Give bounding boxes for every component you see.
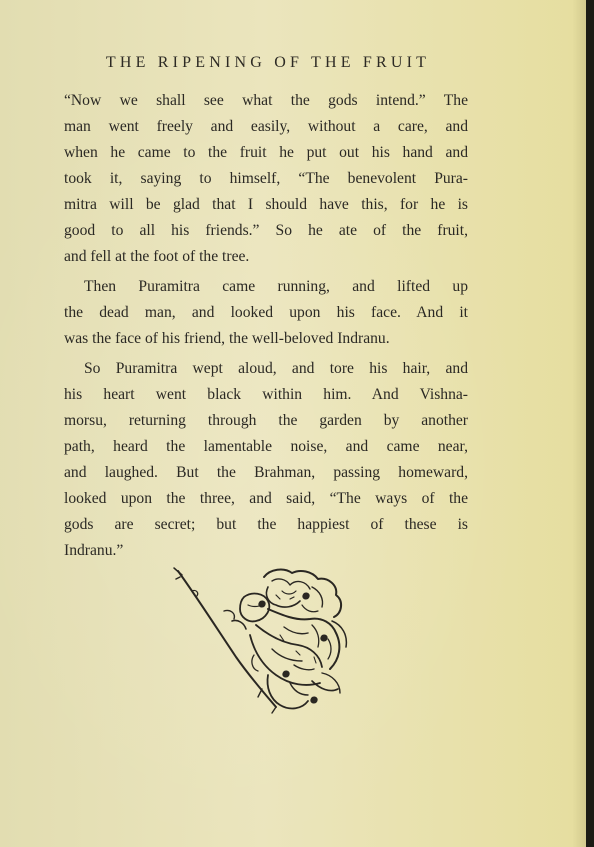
text-line: his heart went black within him. And Vishna-	[64, 386, 468, 403]
page-edge-shadow	[586, 0, 594, 847]
text-line: man went freely and easily, without a care, and	[64, 118, 468, 135]
text-line: Then Puramitra came running, and lifted up	[84, 278, 468, 295]
paragraph-3	[64, 356, 468, 564]
text-line: “Now we shall see what the gods intend.” The	[64, 92, 468, 109]
text-line: gods are secret; but the happiest of these is	[64, 516, 468, 533]
text-line: So Puramitra wept aloud, and tore his hair, and	[84, 360, 468, 377]
paragraph-2	[64, 274, 468, 352]
paragraph-1	[64, 88, 468, 270]
text-line: path, heard the lamentable noise, and came near,	[64, 438, 468, 455]
text-line: was the face of his friend, the well-beloved Indranu.	[64, 330, 390, 347]
running-head: THE RIPENING OF THE FRUIT	[105, 54, 431, 71]
text-line: looked upon the three, and said, “The ways of the	[64, 490, 468, 507]
ink-illustration	[172, 565, 377, 715]
text-line: the dead man, and looked upon his face. And it	[64, 304, 468, 321]
text-line: and fell at the foot of the tree.	[64, 248, 250, 265]
text-line: and laughed. But the Brahman, passing homeward,	[64, 464, 468, 481]
body-text	[64, 88, 468, 564]
text-line: Indranu.”	[64, 542, 124, 559]
text-line: good to all his friends.” So he ate of the fruit,	[64, 222, 468, 239]
text-line: mitra will be glad that I should have this, for he is	[64, 196, 468, 213]
text-line: morsu, returning through the garden by another	[64, 412, 468, 429]
text-line: when he came to the fruit he put out his hand and	[64, 144, 468, 161]
text-line: took it, saying to himself, “The benevolent Pura-	[64, 170, 468, 187]
